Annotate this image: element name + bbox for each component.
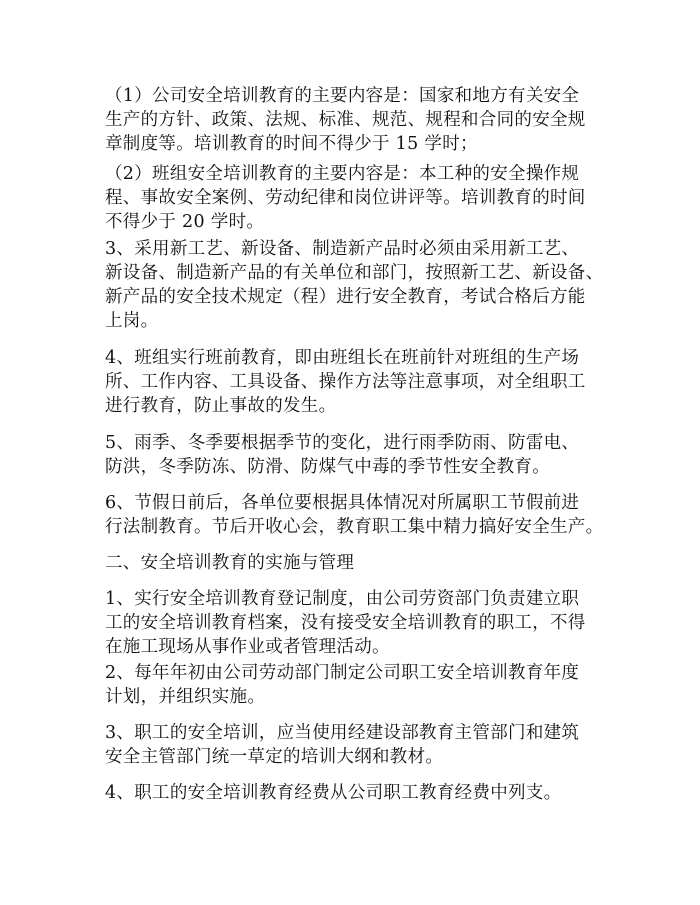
text-line: 3、职工的安全培训，应当使用经建设部教育主管部门和建筑 xyxy=(105,723,580,743)
text-line: 防洪，冬季防冻、防滑、防煤气中毒的季节性安全教育。 xyxy=(105,457,550,477)
paragraph-pre-shift-education xyxy=(105,346,625,418)
paragraph-holiday-education xyxy=(105,491,625,539)
text-line: 生产的方针、政策、法规、标准、规范、规程和合同的安全规 xyxy=(105,110,586,130)
text-line: 计划，并组织实施。 xyxy=(105,687,266,707)
text-line: 不得少于 20 学时。 xyxy=(105,212,265,232)
text-line: （1）公司安全培训教育的主要内容是：国家和地方有关安全 xyxy=(105,86,580,106)
text-line: 二、安全培训教育的实施与管理 xyxy=(105,553,355,573)
paragraph-seasonal-education xyxy=(105,431,625,479)
paragraph-company-training-content xyxy=(105,84,625,156)
paragraph-annual-plan xyxy=(105,661,625,709)
text-line: 新产品的安全技术规定（程）进行安全教育，考试合格后方能 xyxy=(105,287,586,307)
text-line: 4、职工的安全培训教育经费从公司职工教育经费中列支。 xyxy=(105,783,562,803)
text-line: 进行教育，防止事故的发生。 xyxy=(105,396,337,416)
text-line: 上岗。 xyxy=(105,311,159,331)
paragraph-team-training-content xyxy=(105,162,625,234)
text-line: 4、班组实行班前教育，即由班组长在班前针对班组的生产场 xyxy=(105,348,580,368)
section-heading xyxy=(105,551,625,575)
text-line: 程、事故安全案例、劳动纪律和岗位讲评等。培训教育的时间 xyxy=(105,188,586,208)
text-line: 新设备、制造新产品的有关单位和部门，按照新工艺、新设备、 xyxy=(105,263,604,283)
paragraph-new-process-training xyxy=(105,237,625,333)
text-line: 2、每年年初由公司劳动部门制定公司职工安全培训教育年度 xyxy=(105,663,580,683)
paragraph-training-registration xyxy=(105,587,625,659)
text-line: 行法制教育。节后开收心会，教育职工集中精力搞好安全生产。 xyxy=(105,517,604,537)
text-line: 工的安全培训教育档案，没有接受安全培训教育的职工，不得 xyxy=(105,613,586,633)
text-line: 5、雨季、冬季要根据季节的变化，进行雨季防雨、防雷电、 xyxy=(105,433,580,453)
text-line: （2）班组安全培训教育的主要内容是：本工种的安全操作规 xyxy=(105,164,580,184)
text-line: 6、节假日前后，各单位要根据具体情况对所属职工节假前进 xyxy=(105,493,580,513)
text-line: 所、工作内容、工具设备、操作方法等注意事项，对全组职工 xyxy=(105,372,586,392)
text-line: 在施工现场从事作业或者管理活动。 xyxy=(105,637,390,657)
paragraph-training-materials xyxy=(105,721,625,769)
paragraph-training-funding xyxy=(105,781,625,805)
text-line: 安全主管部门统一草定的培训大纲和教材。 xyxy=(105,747,444,767)
text-line: 3、采用新工艺、新设备、制造新产品时必须由采用新工艺、 xyxy=(105,239,580,259)
text-line: 1、实行安全培训教育登记制度，由公司劳资部门负责建立职 xyxy=(105,589,580,609)
text-line: 章制度等。培训教育的时间不得少于 15 学时； xyxy=(105,134,478,154)
